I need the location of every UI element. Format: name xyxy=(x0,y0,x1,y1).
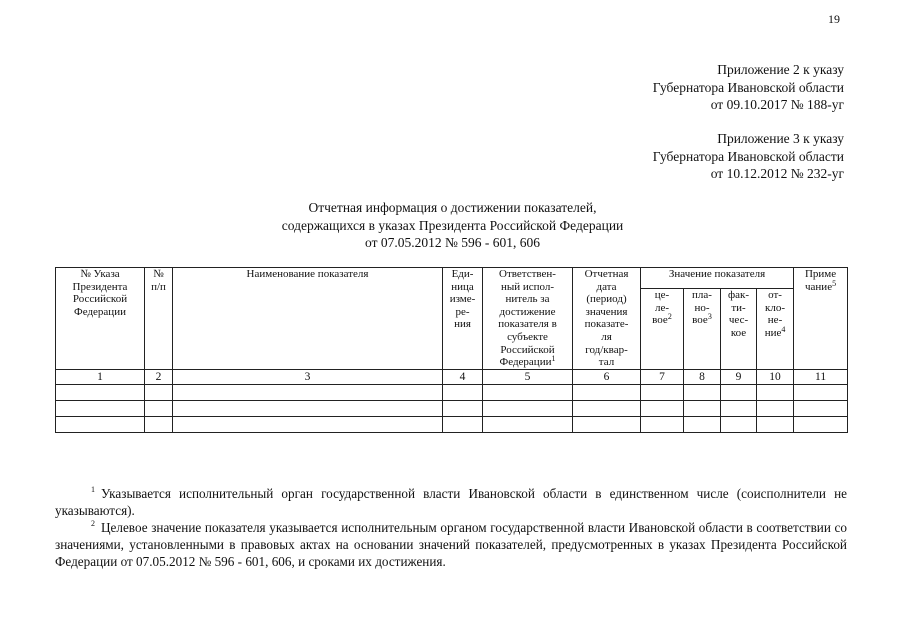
appendix-header-2-line: от 10.12.2012 № 232-уг xyxy=(710,166,844,181)
header-cell xyxy=(641,289,684,369)
header-cell-line: но- xyxy=(694,301,710,314)
table-cell xyxy=(173,400,443,416)
table-cell xyxy=(794,416,848,432)
column-number-cell: 3 xyxy=(173,369,443,384)
table-cell xyxy=(145,416,173,432)
header-cell-line: чес- xyxy=(728,314,749,327)
appendix-header-2 xyxy=(653,130,844,183)
header-cell xyxy=(443,268,483,370)
table-cell xyxy=(56,416,145,432)
table-cell xyxy=(757,416,794,432)
column-number-cell: 2 xyxy=(145,369,173,384)
header-cell-line: пла- xyxy=(692,289,712,302)
header-cell-line: показателя в xyxy=(498,318,557,331)
appendix-header-2-line: Губернатора Ивановской области xyxy=(652,148,844,164)
table-cell xyxy=(443,416,483,432)
header-cell-line: ре- xyxy=(455,305,470,318)
table-cell xyxy=(483,384,573,400)
footnote-ref: 1 xyxy=(551,354,556,364)
header-cell-line: Приме xyxy=(804,268,837,280)
table-cell xyxy=(56,400,145,416)
footnote-ref: 3 xyxy=(707,312,712,322)
header-cell-line: це- xyxy=(654,289,670,302)
header-cell-line: Президента xyxy=(72,280,128,293)
header-cell-line: Российской xyxy=(500,343,555,356)
footnote-ref: 5 xyxy=(832,278,837,288)
header-cell-line: Ответствен- xyxy=(499,268,556,280)
appendix-header-1-line: Губернатора Ивановской области xyxy=(652,79,844,95)
header-cell xyxy=(757,289,794,369)
table-cell xyxy=(721,384,757,400)
header-cell-line: ния xyxy=(454,318,471,331)
column-number-cell: 5 xyxy=(483,369,573,384)
header-cell-line: нитель за xyxy=(505,293,550,306)
header-cell xyxy=(794,268,848,370)
column-number-cell: 1 xyxy=(56,369,145,384)
table-header-row xyxy=(56,268,848,289)
table-cell xyxy=(641,400,684,416)
table-cell xyxy=(757,384,794,400)
appendix-header-1-line: Приложение 2 к указу xyxy=(717,62,844,77)
table-cell xyxy=(573,416,641,432)
footnote-1-marker: 1 xyxy=(91,485,95,494)
column-number-cell: 8 xyxy=(684,369,721,384)
header-cell-line: чание xyxy=(805,280,833,293)
document-title-line: Отчетная информация о достижении показателей, xyxy=(308,200,597,215)
header-cell-line-wrap xyxy=(795,278,846,294)
header-cell xyxy=(173,268,443,370)
footnote-ref: 2 xyxy=(667,312,672,322)
header-cell-line: кое xyxy=(730,327,747,340)
footnote-2-marker: 2 xyxy=(91,519,95,528)
table-cell xyxy=(641,384,684,400)
column-number-cell: 11 xyxy=(794,369,848,384)
header-cell xyxy=(684,289,721,369)
header-cell xyxy=(483,268,573,370)
table-cell xyxy=(757,400,794,416)
document-title-line: от 07.05.2012 № 596 - 601, 606 xyxy=(365,235,540,250)
table-cell xyxy=(173,416,443,432)
header-cell-line: фак- xyxy=(727,289,750,302)
header-cell-line: изме- xyxy=(449,293,476,306)
table-cell xyxy=(145,400,173,416)
footnote-ref: 4 xyxy=(781,325,786,335)
header-cell-line: тал xyxy=(598,356,615,369)
header-cell-line: Российской xyxy=(72,293,128,306)
footnote-1 xyxy=(55,485,847,519)
header-cell-line-wrap xyxy=(642,314,682,327)
header-cell-line: № Указа xyxy=(80,268,120,280)
table-cell xyxy=(684,400,721,416)
header-cell-line-wrap xyxy=(685,314,719,327)
header-cell-line: ле- xyxy=(654,301,670,314)
column-number-cell: 7 xyxy=(641,369,684,384)
header-cell-line-wrap xyxy=(758,327,792,340)
header-cell-line: ница xyxy=(451,280,474,293)
header-cell xyxy=(145,268,173,370)
header-cell-line: ти- xyxy=(731,301,746,314)
header-cell-line: дата xyxy=(596,280,617,293)
header-cell-line: вое xyxy=(652,314,668,327)
footnote-1-text: Указывается исполнительный орган государственной власти Ивановской области в единственном числе (соисполнители не указываются). xyxy=(55,486,847,518)
header-cell-line: № xyxy=(153,268,164,280)
table-row xyxy=(56,384,848,400)
page-number: 19 xyxy=(828,12,840,26)
header-cell-line-wrap xyxy=(484,356,571,369)
header-cell-line: (период) xyxy=(586,293,627,306)
header-cell-line: ный испол- xyxy=(500,280,555,293)
table-cell xyxy=(443,400,483,416)
header-cell-line: не- xyxy=(767,314,783,327)
header-cell-line: значения xyxy=(585,305,628,318)
header-cell-line: ля xyxy=(601,330,612,343)
header-cell xyxy=(573,268,641,370)
header-cell-line: субъекте xyxy=(507,330,548,343)
header-cell-line: достижение xyxy=(499,305,556,318)
table-cell xyxy=(684,384,721,400)
table-cell xyxy=(483,400,573,416)
table-cell xyxy=(721,400,757,416)
appendix-header-1 xyxy=(653,61,844,114)
header-cell-line: Отчетная xyxy=(584,268,629,280)
header-group-indicator-value: Значение показателя xyxy=(641,268,794,289)
table-row xyxy=(56,400,848,416)
table-cell xyxy=(573,400,641,416)
header-cell-line: Федерации xyxy=(74,305,126,318)
appendix-header-2-line: Приложение 3 к указу xyxy=(717,131,844,146)
column-number-row xyxy=(56,369,848,384)
header-cell-line: Наименование показателя xyxy=(246,268,369,280)
header-cell-line: вое xyxy=(692,314,708,327)
table-cell xyxy=(684,416,721,432)
header-cell xyxy=(721,289,757,369)
header-cell-line: ние xyxy=(764,327,782,340)
header-cell-line: от- xyxy=(768,289,782,302)
table-cell xyxy=(145,384,173,400)
table-cell xyxy=(443,384,483,400)
table-cell xyxy=(573,384,641,400)
table-cell xyxy=(641,416,684,432)
table-cell xyxy=(721,416,757,432)
footnote-2 xyxy=(55,519,847,570)
table-cell xyxy=(56,384,145,400)
header-cell-line: год/квар- xyxy=(585,343,628,356)
appendix-header-1-line: от 09.10.2017 № 188-уг xyxy=(710,97,844,112)
header-cell-line: показате- xyxy=(584,318,629,331)
document-title-line: содержащихся в указах Президента Российской Федерации xyxy=(281,217,624,233)
header-cell-line: п/п xyxy=(151,280,166,293)
column-number-cell: 6 xyxy=(573,369,641,384)
header-cell-line: кло- xyxy=(765,301,786,314)
column-number-cell: 4 xyxy=(443,369,483,384)
header-cell-line: Еди- xyxy=(451,268,474,280)
report-table xyxy=(55,267,848,433)
header-cell xyxy=(56,268,145,370)
document-title xyxy=(0,199,905,252)
column-number-cell: 9 xyxy=(721,369,757,384)
table-cell xyxy=(173,384,443,400)
table-row xyxy=(56,416,848,432)
column-number-cell: 10 xyxy=(757,369,794,384)
table-cell xyxy=(794,400,848,416)
header-cell-line: Федерации xyxy=(499,356,552,369)
table-cell xyxy=(483,416,573,432)
footnote-2-text: Целевое значение показателя указывается исполнительным органом государственной власти Ивановской области в соответствии со значениями, установленными в правовых актах на основании значений показателей, предусмотренных в указах Президента Российской Федерации от 07.05.2012 № 596 - 601, 606, и сроками их достижения. xyxy=(55,520,847,569)
table-cell xyxy=(794,384,848,400)
